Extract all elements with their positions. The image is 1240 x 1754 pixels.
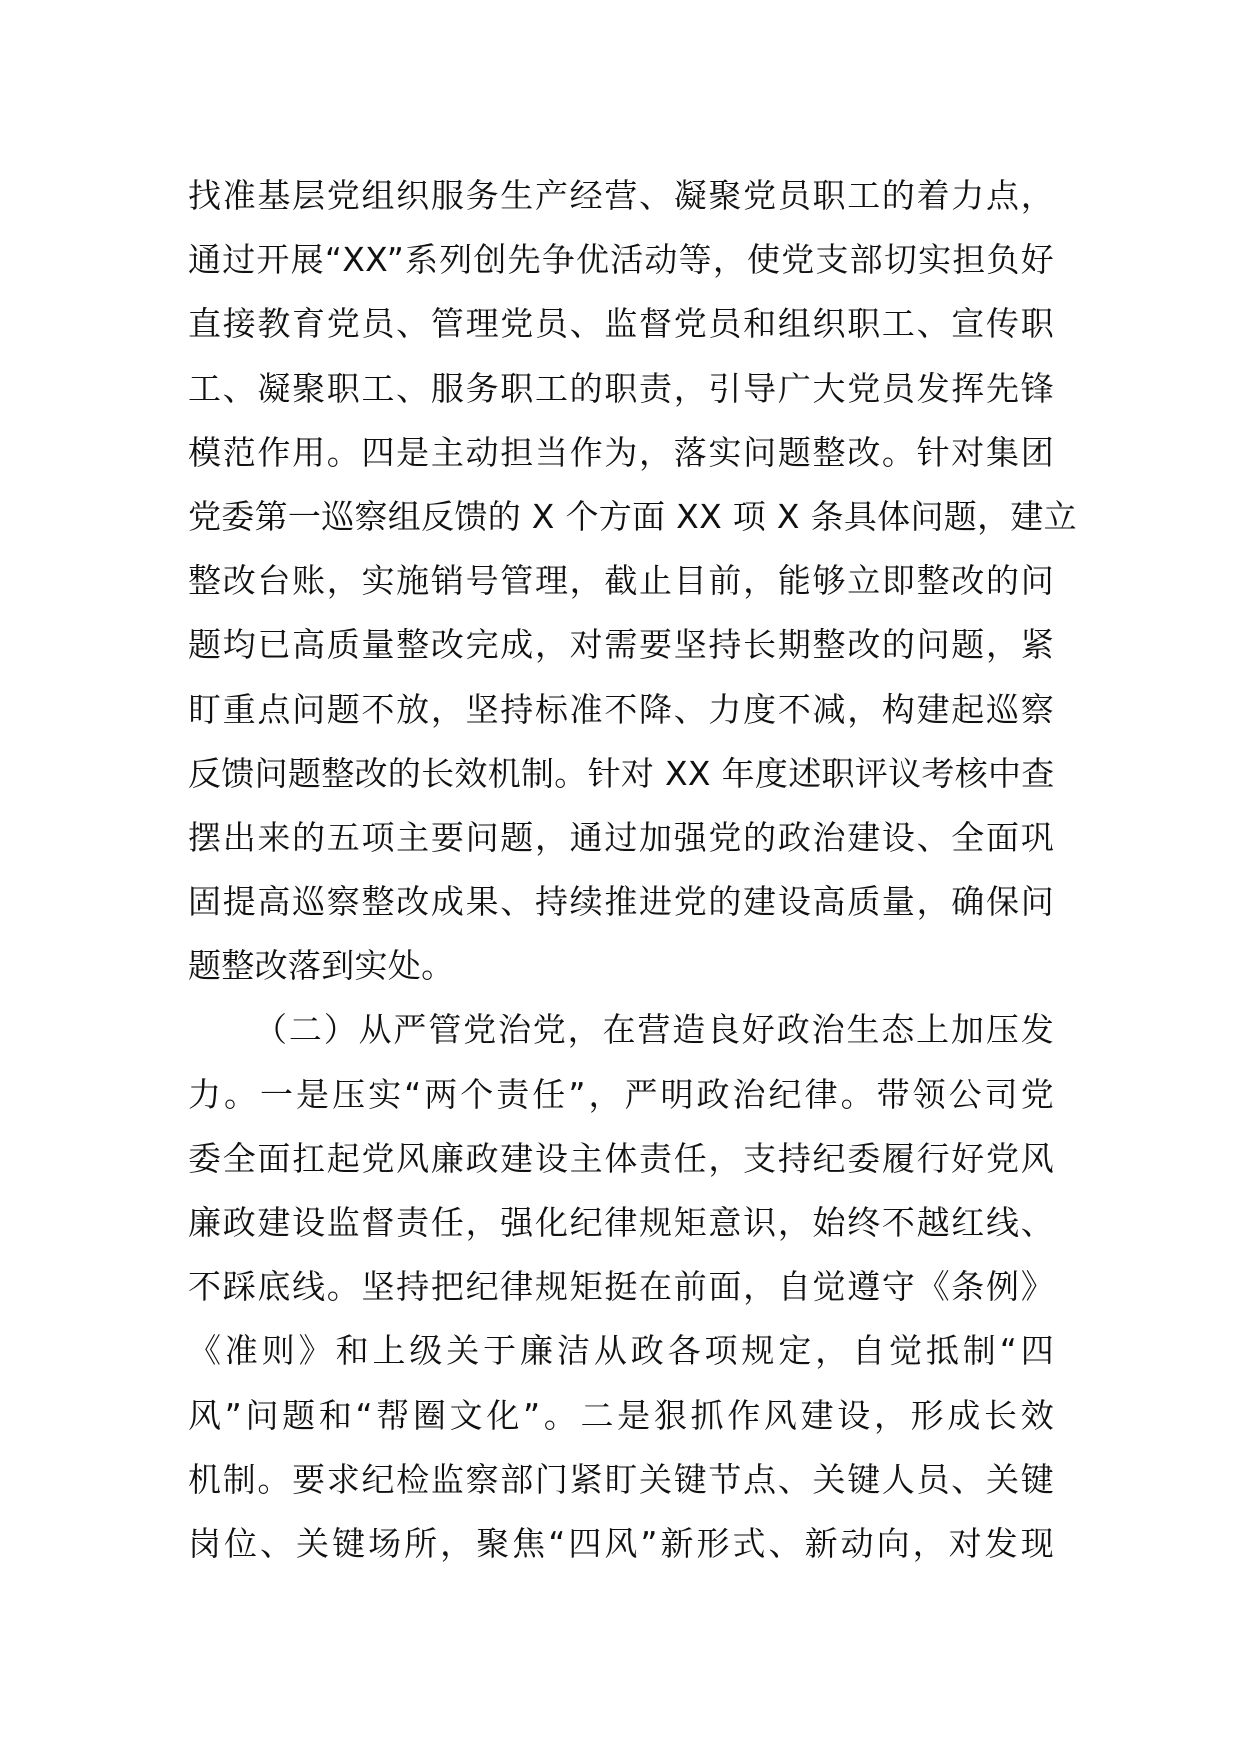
text-line: 《准则》和上级关于廉洁从政各项规定，自觉抵制“四: [188, 1331, 1054, 1371]
text-line: 通过开展“XX”系列创先争优活动等，使党支部切实担负好: [188, 240, 1054, 280]
text-line: 不踩底线。坚持把纪律规矩挺在前面，自觉遵守《条例》: [188, 1267, 1054, 1307]
text-line: 题整改落到实处。: [188, 946, 455, 986]
text-line: 力。一是压实“两个责任”，严明政治纪律。带领公司党: [188, 1074, 1054, 1114]
text-line: 固提高巡察整改成果、持续推进党的建设高质量，确保问: [188, 882, 1054, 922]
text-line: 委全面扛起党风廉政建设主体责任，支持纪委履行好党风: [188, 1138, 1054, 1178]
text-line: 廉政建设监督责任，强化纪律规矩意识，始终不越红线、: [188, 1203, 1054, 1242]
text-line: 摆出来的五项主要问题，通过加强党的政治建设、全面巩: [188, 817, 1054, 857]
text-line: 模范作用。四是主动担当作为，落实问题整改。针对集团: [188, 432, 1054, 472]
text-line: 岗位、关键场所，聚焦“四风”新形式、新动向，对发现: [188, 1523, 1054, 1563]
text-line: 机制。要求纪检监察部门紧盯关键节点、关键人员、关键: [188, 1459, 1054, 1499]
section-heading-line: （二）从严管党治党，在营造良好政治生态上加压发: [254, 1010, 1054, 1050]
text-line: 直接教育党员、管理党员、监督党员和组织职工、宣传职: [188, 304, 1054, 344]
text-line: 盯重点问题不放，坚持标准不降、力度不减，构建起巡察: [188, 689, 1054, 729]
body-text: [188, 164, 1077, 1576]
text-line: 题均已高质量整改完成，对需要坚持长期整改的问题，紧: [188, 625, 1054, 665]
text-line: 工、凝聚职工、服务职工的职责，引导广大党员发挥先锋: [188, 368, 1054, 408]
text-line: 整改台账，实施销号管理，截止目前，能够立即整改的问: [188, 561, 1054, 601]
text-line: 找准基层党组织服务生产经营、凝聚党员职工的着力点，: [188, 176, 1054, 215]
text-line: 党委第一巡察组反馈的 X 个方面 XX 项 X 条具体问题，建立: [188, 496, 1077, 536]
text-line: 反馈问题整改的长效机制。针对 XX 年度述职评议考核中查: [188, 753, 1055, 793]
text-line: 风”问题和“帮圈文化”。二是狠抓作风建设，形成长效: [188, 1395, 1054, 1435]
